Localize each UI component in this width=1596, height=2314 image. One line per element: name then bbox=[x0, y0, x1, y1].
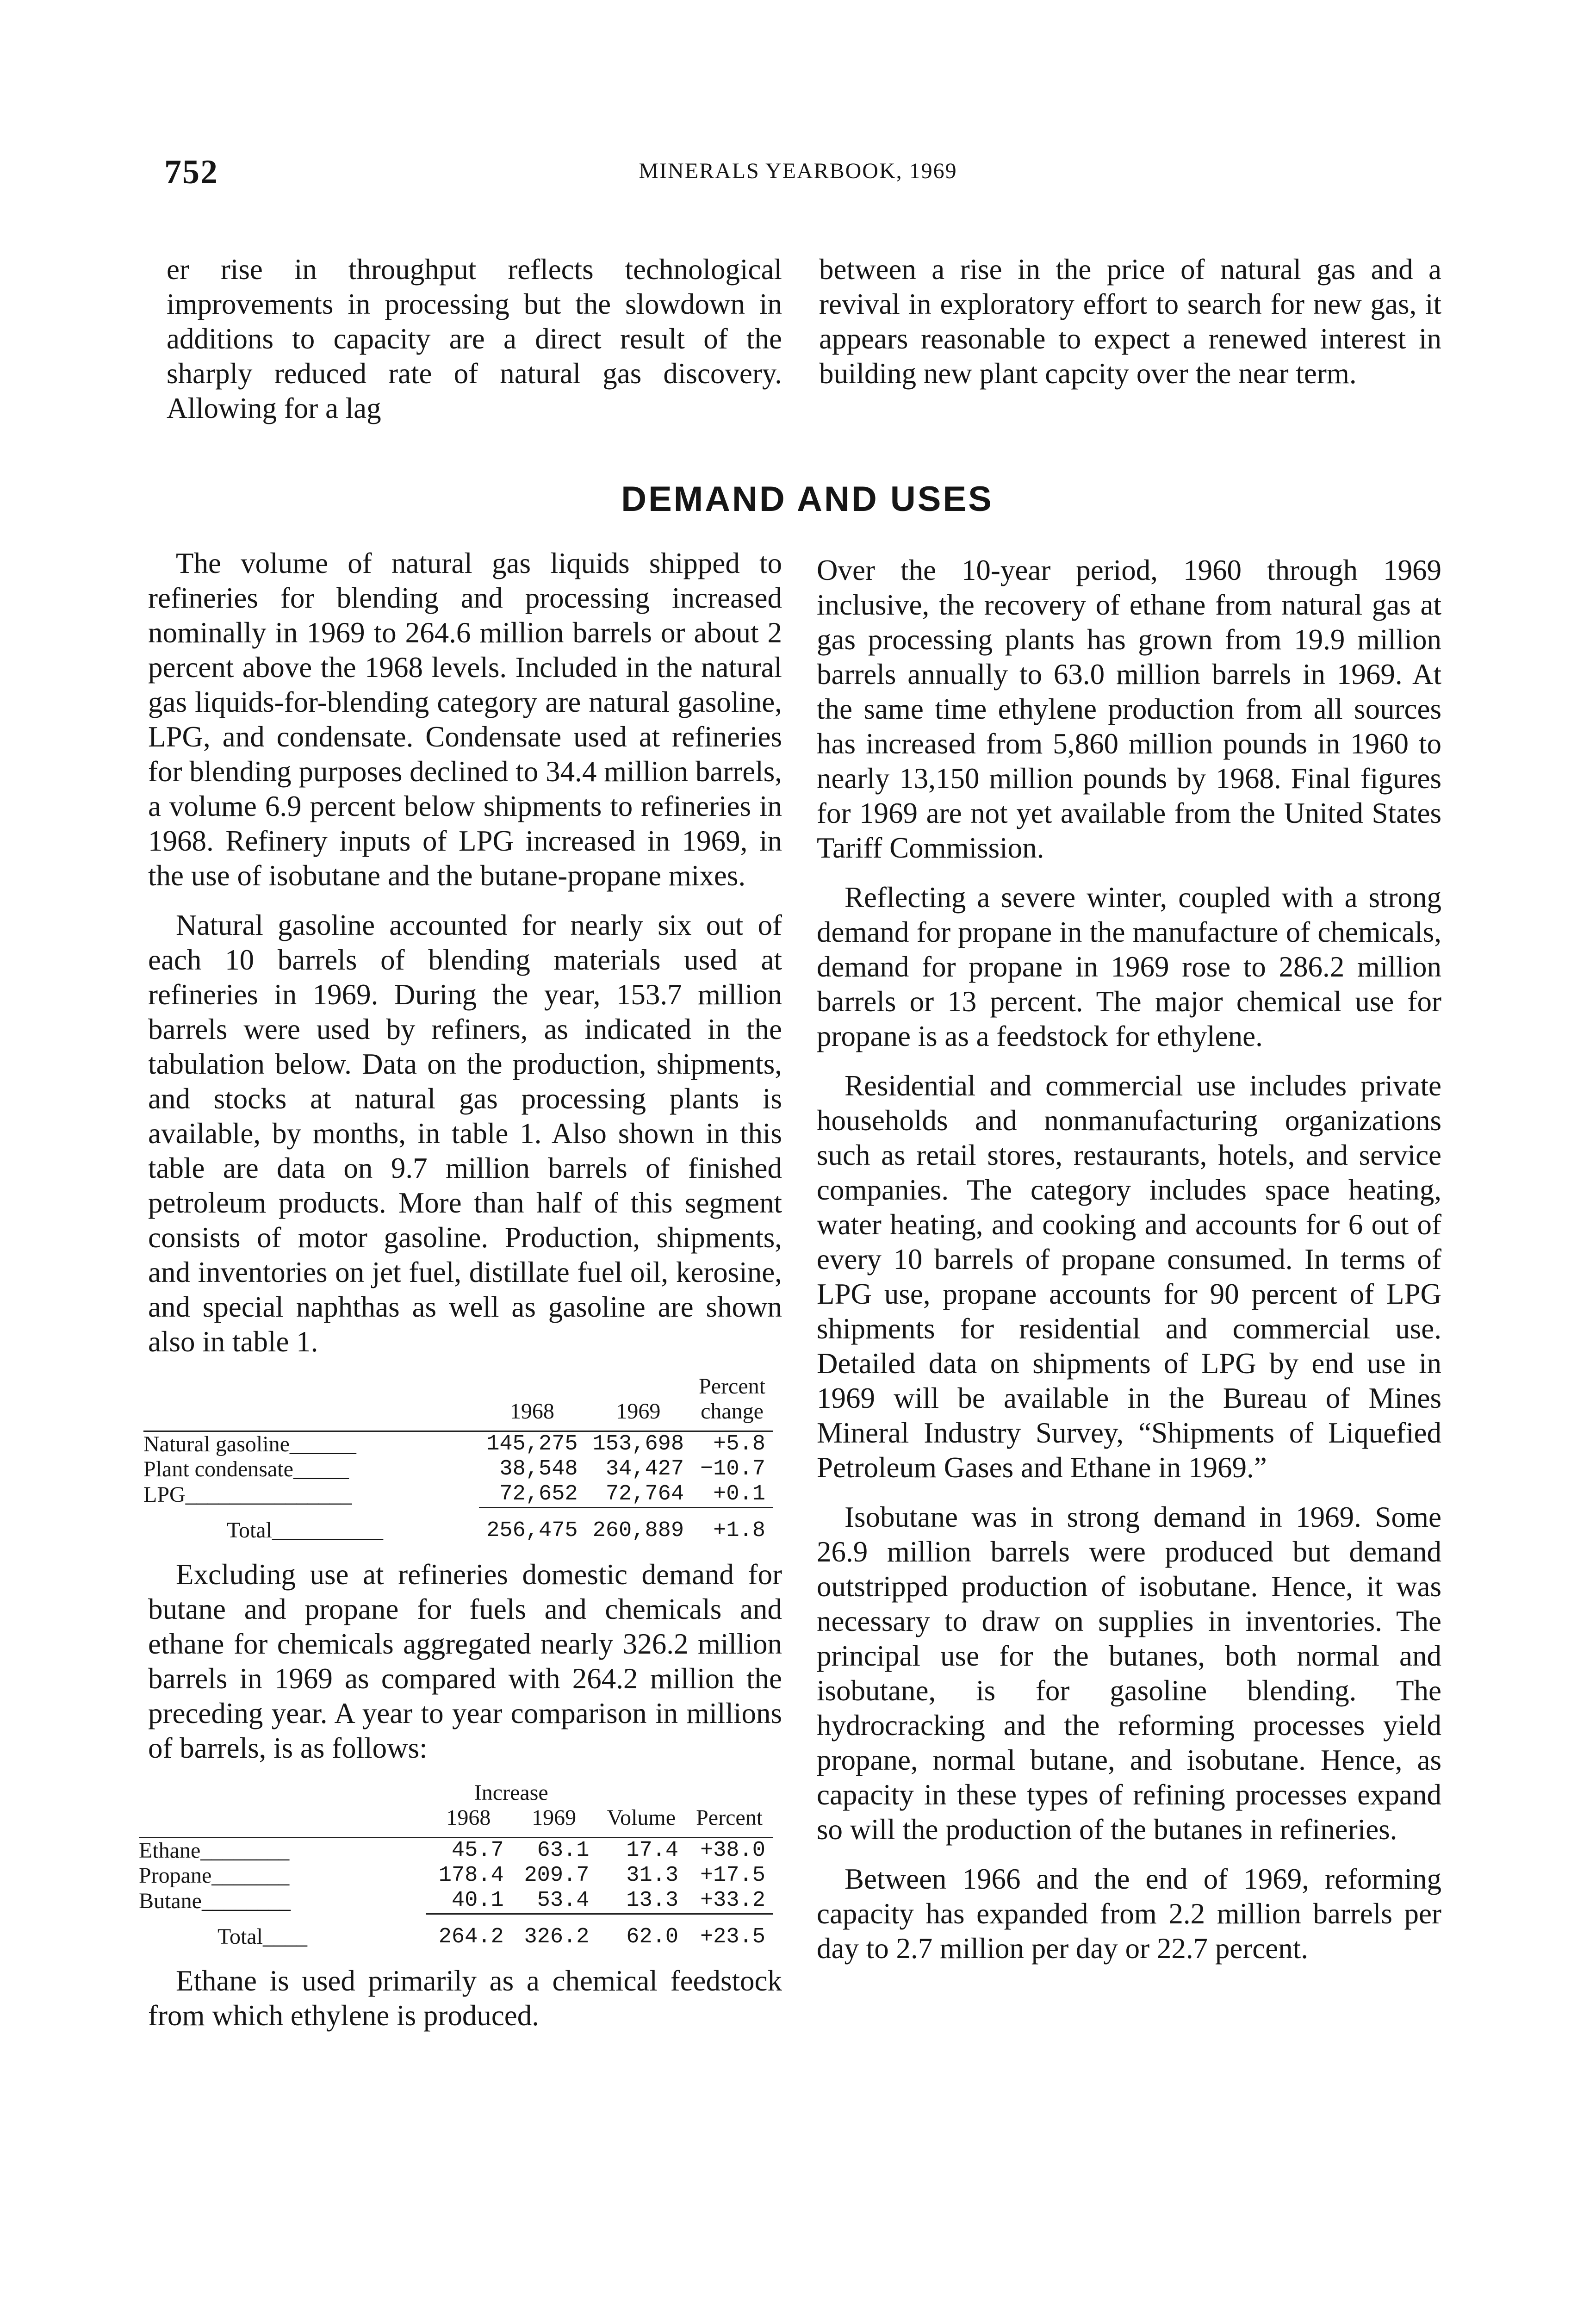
table-row bbox=[143, 1482, 773, 1508]
paragraph: Between 1966 and the end of 1969, reforming capacity has expanded from 2.2 million barrels per day to 2.7 million per day or 22.7 percent. bbox=[817, 1863, 1441, 1965]
cell-1968: 145,275 bbox=[486, 1432, 578, 1456]
paragraph: Isobutane was in strong demand in 1969. Some 26.9 million barrels were produced but demand outstripped production of isobutane. Hence, it was necessary to draw on supplies in inventories. The principal use for the butanes, both normal and isobutane, is for gasoline blending. The hydrocracking and the reforming processes yield propane, normal butane, and isobutane. Hence, as capacity in these types of refining processes expand so will the production of the butanes in refineries. bbox=[817, 1501, 1441, 1846]
cell-1969: 326.2 bbox=[511, 1914, 597, 1950]
column-header: Percent bbox=[686, 1805, 773, 1838]
paragraph: Natural gasoline accounted for nearly six out of each 10 barrels of blending materials used at refineries in 1969. During the year, 153.7 million barrels were used by refiners, as indicated in the tabulation below. Data on the production, shipments, and stocks at natural gas processing plants is available, by months, in table 1. Also shown in this table are data on 9.7 million barrels of finished petroleum products. More than half of this segment consists of motor gasoline. Production, shipments, and inventories on jet fuel, distillate fuel oil, kerosine, and special naphthas as well as gasoline are shown also in table 1. bbox=[148, 909, 782, 1358]
cell-percent: +33.2 bbox=[700, 1888, 765, 1913]
cell-1968: 45.7 bbox=[451, 1838, 504, 1863]
total-label: Total____ bbox=[217, 1924, 307, 1949]
cell-percent: +23.5 bbox=[686, 1914, 773, 1950]
top-left-column bbox=[167, 252, 782, 441]
row-label: Ethane________ bbox=[139, 1838, 290, 1863]
right-column bbox=[817, 553, 1441, 1981]
cell-1968: 72,652 bbox=[499, 1482, 578, 1506]
page-number: 752 bbox=[164, 153, 218, 191]
cell-percent: +38.0 bbox=[700, 1838, 765, 1863]
cell-percent: +17.5 bbox=[700, 1863, 765, 1888]
cell-change: +0.1 bbox=[713, 1482, 765, 1506]
row-label: Natural gasoline______ bbox=[143, 1432, 356, 1456]
table-row bbox=[139, 1838, 773, 1864]
cell-volume: 62.0 bbox=[596, 1914, 686, 1950]
running-title: MINERALS YEARBOOK, 1969 bbox=[639, 159, 957, 183]
paragraph: Over the 10-year period, 1960 through 1969 inclusive, the recovery of ethane from natural gas at gas processing plants has grown from 19.9 million barrels annually to 63.0 million barrels in 1969. At the same time ethylene production from all sources has increased from 5,860 million pounds in 1960 to nearly 13,150 million pounds by 1968. Final figures for 1969 are not yet available from the United States Tariff Commission. bbox=[817, 554, 1441, 864]
continued-paragraph-right: between a rise in the price of natural gas and a revival in exploratory effort to search for new gas, it appears reasonable to expect a renewed interest in building new plant capcity over the near term. bbox=[819, 253, 1441, 390]
paragraph: Residential and commercial use includes private households and nonmanufacturing organizations such as retail stores, restaurants, hotels, and service companies. The category includes space heating, water heating, and cooking and accounts for 6 out of every 10 barrels of propane consumed. In terms of LPG use, propane accounts for 90 percent of LPG shipments for residential and commercial use. Detailed data on shipments of LPG by end use in 1969 will be available in the Bureau of Mines Mineral Industry Survey, “Shipments of Liquefied Petroleum Gases and Ethane in 1969.” bbox=[817, 1070, 1441, 1484]
section-heading: DEMAND AND USES bbox=[621, 479, 994, 519]
cell-1969: 53.4 bbox=[537, 1888, 590, 1913]
table-row bbox=[143, 1457, 773, 1482]
cell-volume: 13.3 bbox=[626, 1888, 679, 1913]
group-header: Increase bbox=[474, 1780, 548, 1805]
cell-1969: 260,889 bbox=[585, 1508, 691, 1544]
row-label: LPG_______________ bbox=[143, 1482, 352, 1507]
paragraph: Reflecting a severe winter, coupled with a strong demand for propane in the manufacture of chemicals, demand for propane in 1969 rose to 286.2 million barrels or 13 percent. The major chemical use for propane is as a feedstock for ethylene. bbox=[817, 881, 1441, 1052]
column-header: Volume bbox=[596, 1805, 686, 1838]
table-row bbox=[139, 1863, 773, 1888]
table-total-row bbox=[139, 1914, 773, 1950]
column-header: 1968 bbox=[426, 1805, 511, 1838]
blending-materials-table bbox=[143, 1374, 773, 1543]
continued-paragraph: er rise in throughput reflects technological improvements in processing but the slowdown in additions to capacity are a direct result of the sharply reduced rate of natural gas discovery. Allowing for a lag bbox=[167, 253, 782, 424]
cell-1968: 38,548 bbox=[499, 1457, 578, 1481]
left-column bbox=[139, 546, 782, 2048]
column-header: 1969 bbox=[511, 1805, 597, 1838]
column-header: 1968 bbox=[479, 1374, 585, 1431]
cell-1969: 34,427 bbox=[605, 1457, 684, 1481]
row-label: Butane________ bbox=[139, 1888, 291, 1913]
cell-1969: 153,698 bbox=[592, 1432, 684, 1456]
paragraph: The volume of natural gas liquids shipped to refineries for blending and processing increased nominally in 1969 to 264.6 million barrels or about 2 percent above the 1968 levels. Included in the natural gas liquids-for-blending category are natural gasoline, LPG, and condensate. Condensate used at refineries for blending purposes declined to 34.4 million barrels, a volume 6.9 percent below shipments to refineries in 1968. Refinery inputs of LPG increased in 1969, in the use of isobutane and the butane-propane mixes. bbox=[148, 547, 782, 892]
cell-1969: 209.7 bbox=[524, 1863, 590, 1888]
column-header: Percent change bbox=[691, 1374, 773, 1431]
cell-change: +5.8 bbox=[713, 1432, 765, 1456]
paragraph: Excluding use at refineries domestic demand for butane and propane for fuels and chemicals and ethane for chemicals aggregated nearly 326.2 million barrels in 1969 as compared with 264.2 million the preceding year. A year to year comparison in millions of barrels, is as follows: bbox=[148, 1558, 782, 1764]
cell-volume: 17.4 bbox=[626, 1838, 679, 1863]
cell-1968: 40.1 bbox=[451, 1888, 504, 1913]
table-row bbox=[143, 1431, 773, 1457]
cell-1968: 264.2 bbox=[426, 1914, 511, 1950]
row-label: Propane_______ bbox=[139, 1863, 290, 1888]
cell-1968: 256,475 bbox=[479, 1508, 585, 1544]
top-right-column bbox=[819, 252, 1441, 406]
total-label: Total__________ bbox=[227, 1518, 383, 1543]
row-label: Plant condensate_____ bbox=[143, 1457, 349, 1481]
cell-1969: 63.1 bbox=[537, 1838, 590, 1863]
paragraph: Ethane is used primarily as a chemical feedstock from which ethylene is produced. bbox=[148, 1965, 782, 2032]
cell-volume: 31.3 bbox=[626, 1863, 679, 1888]
table-total-row bbox=[143, 1508, 773, 1544]
demand-comparison-table bbox=[139, 1780, 773, 1950]
cell-1968: 178.4 bbox=[438, 1863, 504, 1888]
table-header-row bbox=[139, 1805, 773, 1838]
cell-change: +1.8 bbox=[691, 1508, 773, 1544]
cell-change: −10.7 bbox=[700, 1457, 765, 1481]
table-row bbox=[139, 1888, 773, 1914]
running-header bbox=[164, 153, 1432, 194]
table-header-row bbox=[143, 1374, 773, 1431]
column-header: 1969 bbox=[585, 1374, 691, 1431]
table-group-header-row bbox=[139, 1780, 773, 1805]
cell-1969: 72,764 bbox=[605, 1482, 684, 1506]
